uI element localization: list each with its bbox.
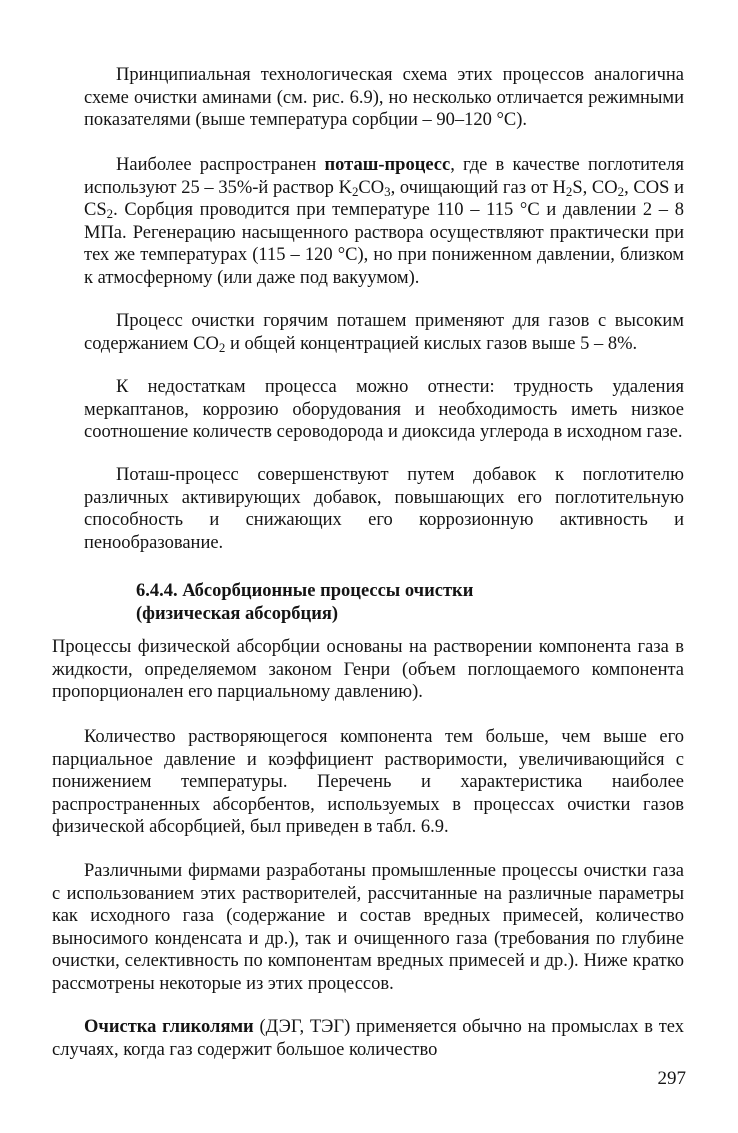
text-run: . Сорбция проводится при температуре 110 – 115 °С и давлении 2 – 8 МПа. Регенерацию насыщенного раствора осуществляют практически при тех же температурах (115 – 120 °С), но при пониженном давлении, близком к атмосферному (или даже под вакуумом). — [84, 200, 684, 288]
paragraph-hot-potash — [84, 310, 684, 355]
section-heading-line-2: (физическая абсорбция) — [136, 603, 339, 624]
subscript: 2 — [106, 206, 114, 222]
book-page — [52, 64, 686, 1114]
text-run: (ДЭГ, ТЭГ) применяется обычно на промыслах в тех случаях, когда газ содержит большое количество — [52, 1017, 685, 1060]
subscript: 2 — [351, 183, 359, 199]
text-run: , где в качестве поглотителя используют 25 – 35%-й раствор K — [84, 155, 685, 198]
paragraph-text: Процессы физической абсорбции основаны на растворении компонента газа в жидкости, определяемом законом Генри (объем поглощаемого компонента пропорционален его парциальному давлению). — [52, 637, 684, 702]
section-heading — [136, 580, 616, 625]
bold-term-glycol-cleaning: Очистка гликолями — [84, 1017, 254, 1037]
paragraph-process-scheme — [84, 64, 684, 132]
page-number: 297 — [657, 1068, 686, 1089]
section-heading-line-1: 6.4.4. Абсорбционные процессы очистки — [136, 581, 474, 601]
subscript: 2 — [565, 183, 573, 199]
paragraph-text: Поташ-процесс совершенствуют путем добавок к поглотителю различных активирующих добавок, повышающих его поглотительную способность и снижающих его коррозионную активность и пенообразование. — [84, 465, 684, 553]
text-run: Наиболее распространен — [116, 155, 325, 175]
text-run: S, CO — [572, 177, 618, 198]
text-run: CO — [358, 177, 385, 198]
paragraph-text: Различными фирмами разработаны промышленные процессы очистки газа с использованием этих растворителей, рассчитанные на различные параметры как исходного газа (содержание и состав вредных примесей, количество выносимого конденсата и др.), так и очищенного газа (требования по глубине очистки, селективность по компонентам вредных примесей и др.). Ниже кратко рассмотрены некоторые из этих процессов. — [52, 861, 684, 994]
paragraph-text: К недостаткам процесса можно отнести: трудность удаления меркаптанов, коррозию оборудования и необходимость иметь низкое соотношение количеств сероводорода и диоксида углерода в исходном газе. — [84, 377, 684, 442]
text-run: Процесс очистки горячим поташем применяют для газов с высоким содержанием CO — [84, 311, 684, 354]
bold-term-potash-process: поташ-процесс — [324, 155, 451, 175]
paragraph-text: Принципиальная технологическая схема этих процессов аналогична схеме очистки аминами (см. рис. 6.9), но несколько отличается режимными показателями (выше температура сорбции – 90–120 °С). — [84, 65, 684, 130]
paragraph-solubility — [52, 726, 684, 839]
paragraph-industrial-processes — [52, 860, 684, 995]
paragraph-potash-process — [84, 154, 684, 289]
text-run: , очищающий газ от H — [390, 177, 566, 198]
paragraph-text: Количество растворяющегося компонента тем больше, чем выше его парциальное давление и коэффициент растворимости, увеличивающийся с понижением температуры. Перечень и характеристика наиболее распространенных абсорбентов, используемых в процессах очистки газов физической абсорбцией, был приведен в табл. 6.9. — [52, 727, 684, 837]
paragraph-physical-absorption — [52, 636, 684, 704]
text-run: , COS и CS — [84, 177, 684, 220]
subscript: 2 — [218, 339, 226, 355]
paragraph-disadvantages — [84, 376, 684, 444]
paragraph-improvements — [84, 464, 684, 554]
subscript: 3 — [384, 183, 391, 199]
paragraph-glycol-cleaning — [52, 1016, 684, 1061]
text-run: и общей концентрацией кислых газов выше 5 – 8%. — [225, 333, 638, 354]
subscript: 2 — [617, 183, 625, 199]
